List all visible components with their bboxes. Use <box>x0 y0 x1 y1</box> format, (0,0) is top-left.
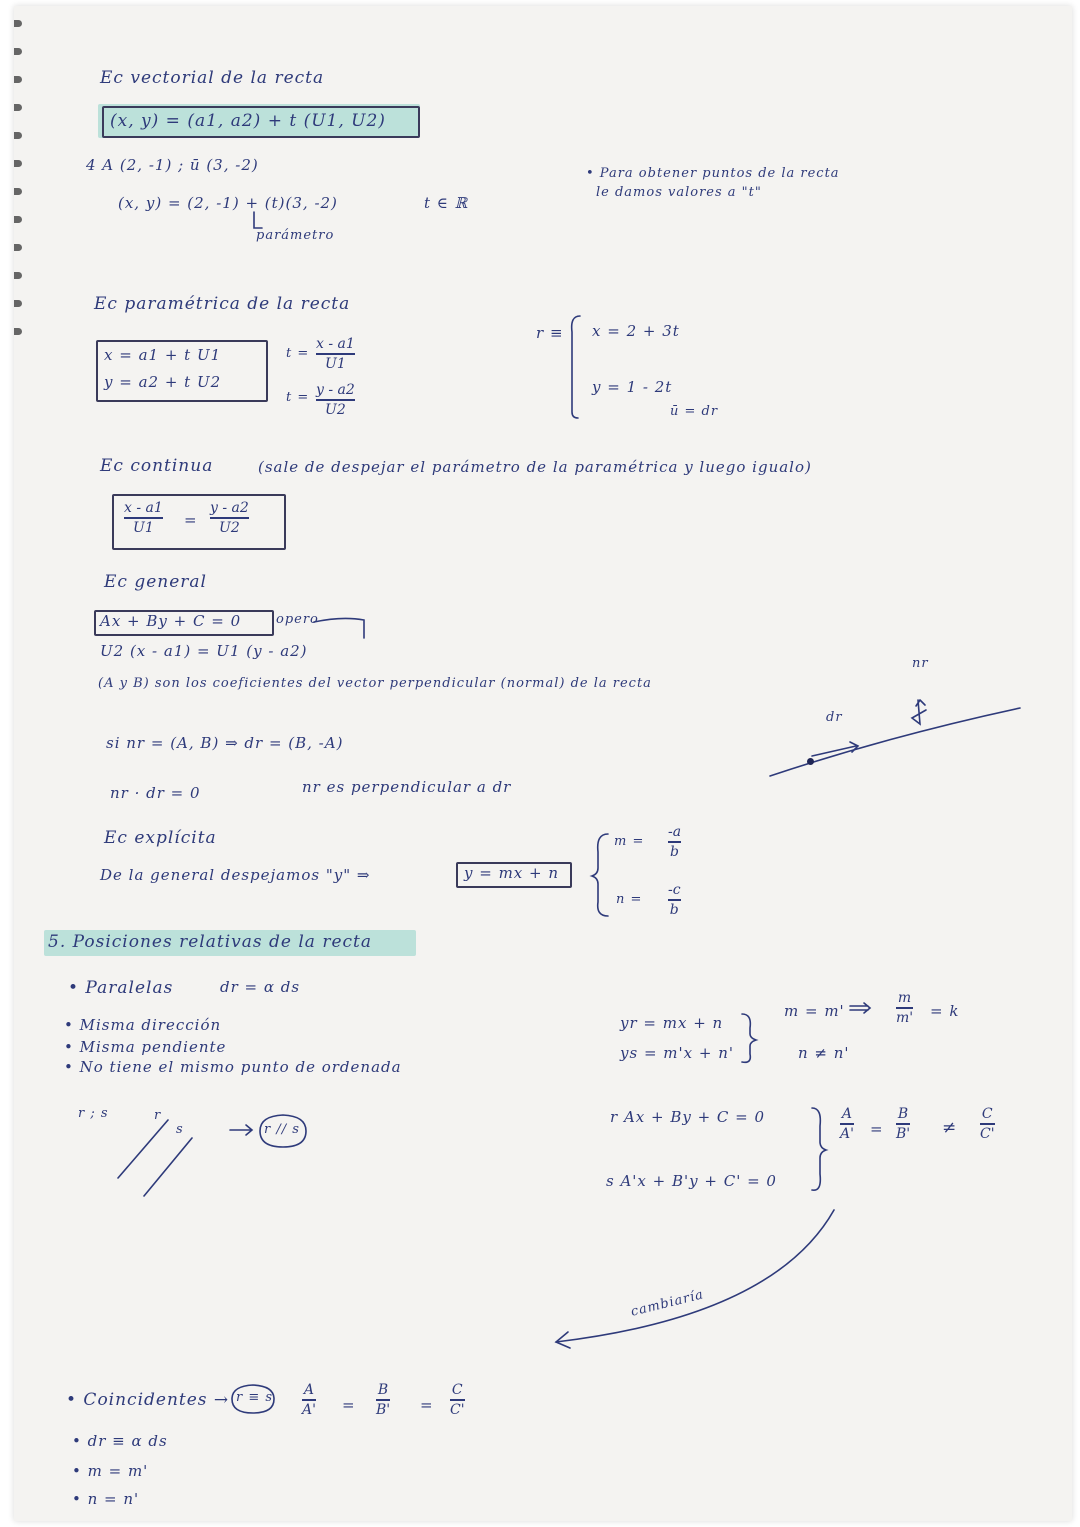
perpendicular-note: nr es perpendicular a dr <box>302 778 512 796</box>
fraction-t2 <box>316 382 355 418</box>
ys-equation: ys = m'x + n' <box>620 1044 734 1062</box>
frac-bar <box>376 1399 390 1401</box>
spiral-ring <box>14 104 22 111</box>
arrow-right <box>228 1124 258 1136</box>
yr-ys-brace <box>740 1010 762 1066</box>
frac-bar <box>668 899 681 901</box>
dot-product: nr · dr = 0 <box>110 784 201 802</box>
n-label: n = <box>616 892 643 907</box>
frac-den: B' <box>896 1125 911 1142</box>
t-equals-2: t = <box>286 390 310 405</box>
coincidentes-title: • Coincidentes → <box>66 1390 230 1410</box>
coincidentes-bullet-1: • dr ≡ α ds <box>72 1432 168 1450</box>
s-general: s A'x + B'y + C' = 0 <box>606 1172 777 1190</box>
opero-label: opero <box>276 612 319 627</box>
notebook-page <box>14 6 1072 1521</box>
coefficients-note: (A y B) son los coeficientes del vector perpendicular (normal) de la recta <box>98 676 652 691</box>
spiral-ring <box>14 300 22 307</box>
opero-arrow <box>312 616 372 642</box>
paralelas-equation: dr = α ds <box>220 978 301 996</box>
frac-den: b <box>669 901 679 918</box>
a-ratio <box>840 1106 854 1142</box>
frac-num: m <box>897 990 912 1006</box>
notebook-spiral <box>14 6 24 1521</box>
explicita-formula: y = mx + n <box>464 864 560 882</box>
spiral-ring <box>14 76 22 83</box>
spiral-ring <box>14 20 22 27</box>
frac-den: U1 <box>325 355 346 372</box>
system-brace <box>566 312 582 422</box>
n-fraction <box>668 882 681 918</box>
t-in-R: t ∈ ℝ <box>424 194 469 212</box>
explicita-title: Ec explícita <box>104 828 217 848</box>
normal-vector-sketch <box>770 666 1030 786</box>
frac-den: m' <box>896 1009 914 1026</box>
coincident-equals-1: = <box>342 1396 356 1414</box>
explicita-line: De la general despejamos "y" ⇒ <box>100 866 371 884</box>
general-line-2: U2 (x - a1) = U1 (y - a2) <box>100 642 308 660</box>
frac-num: x - a1 <box>316 336 355 352</box>
example-point: 4 A (2, -1) ; ū (3, -2) <box>86 156 259 174</box>
posiciones-title: 5. Posiciones relativas de la recta <box>48 932 372 952</box>
param-row-2: y = a2 + t U2 <box>104 373 222 391</box>
coincident-a-ratio <box>302 1382 316 1418</box>
implies-arrow <box>848 1002 874 1014</box>
bullet-2: • Misma pendiente <box>64 1038 227 1056</box>
general-formula: Ax + By + C = 0 <box>100 612 242 630</box>
spiral-ring <box>14 132 22 139</box>
frac-num: A <box>841 1106 853 1122</box>
coincident-b-ratio <box>376 1382 390 1418</box>
frac-den: C' <box>450 1401 465 1418</box>
continua-fraction-1 <box>124 500 163 536</box>
spiral-ring <box>14 160 22 167</box>
c-ratio <box>980 1106 995 1142</box>
cambiaria-arrow <box>544 1206 844 1366</box>
frac-bar <box>210 517 249 519</box>
m-fraction <box>668 824 681 860</box>
fraction-t1 <box>316 336 355 372</box>
cambiaria-label: cambiaría <box>629 1287 706 1320</box>
m-label: m = <box>614 834 645 849</box>
bullet-1: • Misma dirección <box>64 1016 222 1034</box>
frac-num: -a <box>668 824 682 840</box>
spiral-ring <box>14 272 22 279</box>
spiral-ring <box>14 328 22 335</box>
bullet-3: • No tiene el mismo punto de ordenada <box>64 1058 402 1076</box>
frac-den: b <box>670 843 680 860</box>
spiral-ring <box>14 244 22 251</box>
t-equals-1: t = <box>286 346 310 361</box>
spiral-ring <box>14 48 22 55</box>
n-not-equal: n ≠ n' <box>798 1044 850 1062</box>
vectorial-formula: (x, y) = (a1, a2) + t (U1, U2) <box>110 111 386 131</box>
frac-bar <box>840 1123 854 1125</box>
coincident-equals-2: = <box>420 1396 434 1414</box>
frac-num: A <box>303 1382 315 1398</box>
b-ratio <box>896 1106 910 1142</box>
continua-fraction-2 <box>210 500 249 536</box>
frac-num: x - a1 <box>124 500 163 516</box>
frac-den: A' <box>302 1401 316 1418</box>
continua-title: Ec continua <box>100 456 214 476</box>
r-general: r Ax + By + C = 0 <box>610 1108 766 1126</box>
m-equals-m-prime: m = m' <box>784 1002 845 1020</box>
spiral-ring <box>14 216 22 223</box>
coincident-c-ratio <box>450 1382 465 1418</box>
frac-den: U1 <box>133 519 154 536</box>
system-note: ū = dr <box>670 404 719 419</box>
frac-bar <box>302 1399 316 1401</box>
frac-num: y - a2 <box>210 500 249 516</box>
frac-num: B <box>897 1106 909 1122</box>
point-marker <box>807 758 814 765</box>
coincidentes-bullet-3: • n = n' <box>72 1490 140 1508</box>
frac-den: A' <box>840 1125 854 1142</box>
frac-bar <box>668 841 681 843</box>
frac-bar <box>124 517 163 519</box>
frac-num: C <box>981 1106 993 1122</box>
general-brace <box>810 1104 832 1196</box>
param-row-1: x = a1 + t U1 <box>104 346 222 364</box>
frac-num: y - a2 <box>316 382 355 398</box>
ratio-not-equal: ≠ <box>942 1118 958 1138</box>
param-label: parámetro <box>256 228 335 243</box>
continua-equals: = <box>184 511 198 529</box>
ratio-equals: = <box>870 1120 884 1138</box>
frac-bar <box>316 353 355 355</box>
parallel-lines-sketch <box>114 1116 204 1202</box>
parametrica-title: Ec paramétrica de la recta <box>94 294 351 314</box>
explicita-brace <box>590 830 612 920</box>
frac-num: B <box>377 1382 389 1398</box>
s-line-label: s <box>176 1122 184 1137</box>
frac-bar <box>450 1399 465 1401</box>
frac-bar <box>896 1007 913 1009</box>
param-arrow <box>250 212 264 236</box>
note-line-2: le damos valores a "t" <box>596 185 762 200</box>
general-title: Ec general <box>104 572 207 592</box>
frac-num: C <box>451 1382 463 1398</box>
r-line-label: r <box>154 1108 162 1123</box>
note-line-1: • Para obtener puntos de la recta <box>586 166 840 181</box>
m-ratio <box>896 990 913 1026</box>
coincident-symbol: r ≡ s <box>236 1390 274 1405</box>
yr-equation: yr = mx + n <box>620 1014 724 1032</box>
dr-label: dr <box>826 710 843 725</box>
vectorial-title: Ec vectorial de la recta <box>100 68 325 88</box>
coincidentes-bullet-2: • m = m' <box>72 1462 149 1480</box>
frac-den: U2 <box>219 519 240 536</box>
frac-num: -c <box>668 882 681 898</box>
system-row-1: x = 2 + 3t <box>592 322 680 340</box>
equals-k: = k <box>930 1002 960 1020</box>
system-label: r ≡ <box>536 324 564 342</box>
frac-den: U2 <box>325 401 346 418</box>
frac-den: C' <box>980 1125 995 1142</box>
continua-note: (sale de despejar el parámetro de la paramétrica y luego igualo) <box>258 458 812 476</box>
paralelas-title: • Paralelas <box>68 978 174 998</box>
frac-den: B' <box>376 1401 391 1418</box>
spiral-ring <box>14 188 22 195</box>
frac-bar <box>980 1123 995 1125</box>
frac-bar <box>896 1123 910 1125</box>
r-s-label: r ; s <box>78 1106 109 1121</box>
normal-vector-line: si nr = (A, B) ⇒ dr = (B, -A) <box>106 734 344 752</box>
nr-label: nr <box>912 656 929 671</box>
example-equation: (x, y) = (2, -1) + (t)(3, -2) <box>118 194 338 212</box>
parallel-symbol: r // s <box>264 1122 300 1137</box>
frac-bar <box>316 399 355 401</box>
system-row-2: y = 1 - 2t <box>592 378 673 396</box>
